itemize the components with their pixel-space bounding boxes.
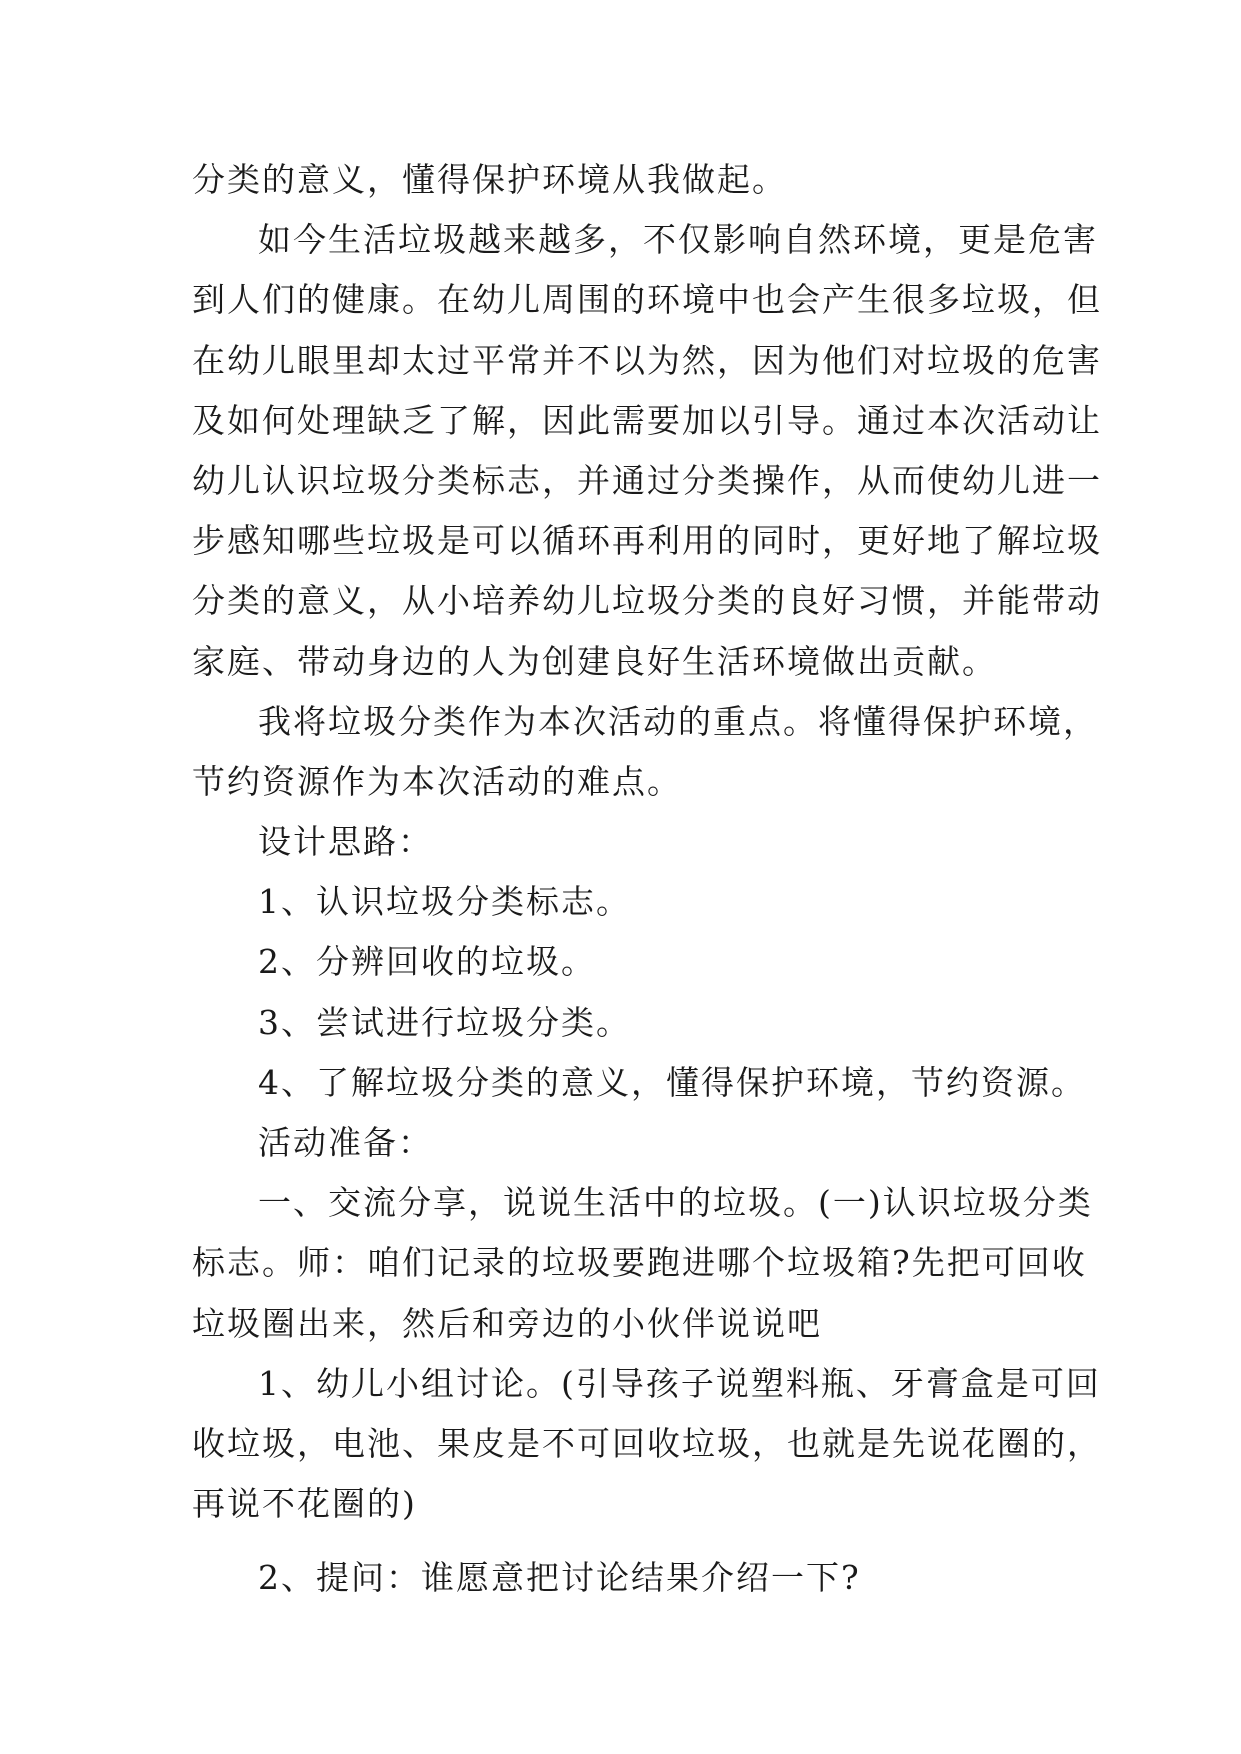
paragraph-line: 再说不花圈的) [192,1484,417,1524]
paragraph-line: 分类的意义，懂得保护环境从我做起。 [192,160,787,199]
paragraph-line: 垃圾圈出来，然后和旁边的小伙伴说说吧 [192,1303,822,1343]
paragraph-line: 幼儿认识垃圾分类标志，并通过分类操作，从而使幼儿进一 [192,460,1102,500]
paragraph-gap [192,1534,1072,1548]
section-heading: 设计思路： [258,822,433,862]
paragraph-line: 家庭、带动身边的人为创建良好生活环境做出贡献。 [192,641,997,681]
paragraph-line: 标志。师：咱们记录的垃圾要跑进哪个垃圾箱?先把可回收 [192,1243,1087,1283]
list-item: 2、分辨回收的垃圾。 [258,942,596,982]
paragraph-line: 一、交流分享，说说生活中的垃圾。(一)认识垃圾分类 [258,1183,1093,1223]
paragraph-line: 我将垃圾分类作为本次活动的重点。将懂得保护环境， [258,701,1098,741]
paragraph-line: 收垃圾，电池、果皮是不可回收垃圾，也就是先说花圈的， [192,1423,1102,1463]
paragraph-line: 分类的意义，从小培养幼儿垃圾分类的良好习惯，并能带动 [192,581,1102,621]
section-heading: 活动准备： [258,1123,433,1162]
list-item: 3、尝试进行垃圾分类。 [258,1002,631,1042]
paragraph-line: 到人们的健康。在幼儿周围的环境中也会产生很多垃圾，但 [192,280,1102,320]
paragraph-line: 及如何处理缺乏了解，因此需要加以引导。通过本次活动让 [192,400,1102,440]
paragraph-line: 节约资源作为本次活动的难点。 [192,761,682,801]
list-item: 1、认识垃圾分类标志。 [258,882,631,922]
paragraph-line: 如今生活垃圾越来越多，不仅影响自然环境，更是危害 [258,220,1098,260]
list-item: 2、提问：谁愿意把讨论结果介绍一下? [258,1558,861,1598]
paragraph-line: 步感知哪些垃圾是可以循环再利用的同时，更好地了解垃圾 [192,521,1102,561]
list-item: 1、幼儿小组讨论。(引导孩子说塑料瓶、牙膏盒是可回 [258,1363,1101,1403]
document-body [192,150,1102,1609]
list-item: 4、了解垃圾分类的意义，懂得保护环境，节约资源。 [258,1062,1086,1102]
paragraph-line: 在幼儿眼里却太过平常并不以为然，因为他们对垃圾的危害 [192,340,1102,380]
